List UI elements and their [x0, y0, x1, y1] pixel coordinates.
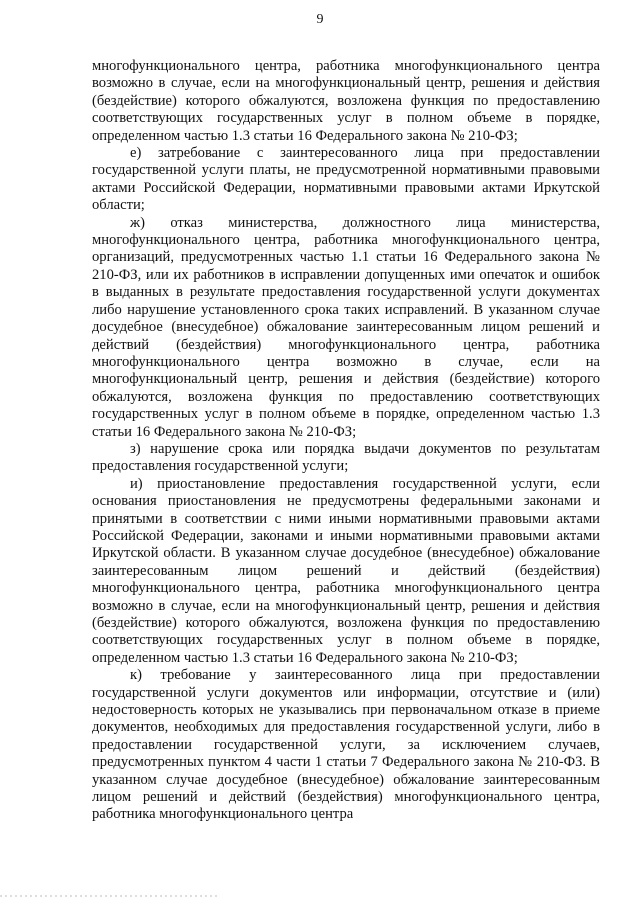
paragraph-continuation: многофункционального центра, работника многофункционального центра возможно в случае, если на многофункциональный центр, решения и действия (бездействие) которого обжалуются, возложена функция по предоставлению соответствующих государственных услуг в полном объеме в порядке, определенном частью 1.3 статьи 16 Федерального закона № 210-ФЗ; [92, 58, 600, 144]
paragraph-item-e: е) затребование с заинтересованного лица при предоставлении государственной услуги платы, не предусмотренной нормативными правовыми актами Российской Федерации, нормативными правовыми актами Иркутской области; [92, 145, 600, 214]
paragraph-item-k: к) требование у заинтересованного лица при предоставлении государственной услуги документов или информации, отсутствие и (или) недостоверность которых не указывались при первоначальном отказе в приеме документов, необходимых для предоставления государственной услуги, либо в предоставлении государственной услуги, за исключением случаев, предусмотренных пунктом 4 части 1 статьи 7 Федерального закона № 210-ФЗ. В указанном случае досудебное (внесудебное) обжалование заинтересованным лицом решений и действий (бездействия) многофункционального центра, работника многофункционального центра [92, 667, 600, 823]
scan-artifact [0, 895, 220, 897]
paragraph-item-z: з) нарушение срока или порядка выдачи документов по результатам предоставления государственной услуги; [92, 440, 600, 475]
paragraph-item-zh: ж) отказ министерства, должностного лица министерства, многофункционального центра, работника многофункционального центра, организаций, предусмотренных частью 1.1 статьи 16 Федерального закона № 210-ФЗ, или их работников в исправлении допущенных ими опечаток и ошибок в выданных в результате предоставления государственной услуги документах либо нарушение установленного срока таких исправлений. В указанном случае досудебное (внесудебное) обжалование заинтересованным лицом решений и действий (бездействия) многофункционального центра, работника многофункционального центра возможно в случае, если на многофункциональный центр, решения и действия (бездействие) которого обжалуются, возложена функция по предоставлению соответствующих государственных услуг в полном объеме в порядке, определенном частью 1.3 статьи 16 Федерального закона № 210-ФЗ; [92, 214, 600, 440]
page-number: 9 [316, 12, 324, 27]
paragraph-item-i: и) приостановление предоставления государственной услуги, если основания приостановления не предусмотрены федеральными законами и принятыми в соответствии с ними иными нормативными правовыми актами Российской Федерации, законами и иными нормативными правовыми актами Иркутской области. В указанном случае досудебное (внесудебное) обжалование заинтересованным лицом решений и действий (бездействия) многофункционального центра, работника многофункционального центра возможно в случае, если на многофункциональный центр, решения и действия (бездействие) которого обжалуются, возложена функция по предоставлению соответствующих государственных услуг в полном объеме в порядке, определенном частью 1.3 статьи 16 Федерального закона № 210-ФЗ; [92, 475, 600, 666]
document-body [92, 58, 600, 824]
